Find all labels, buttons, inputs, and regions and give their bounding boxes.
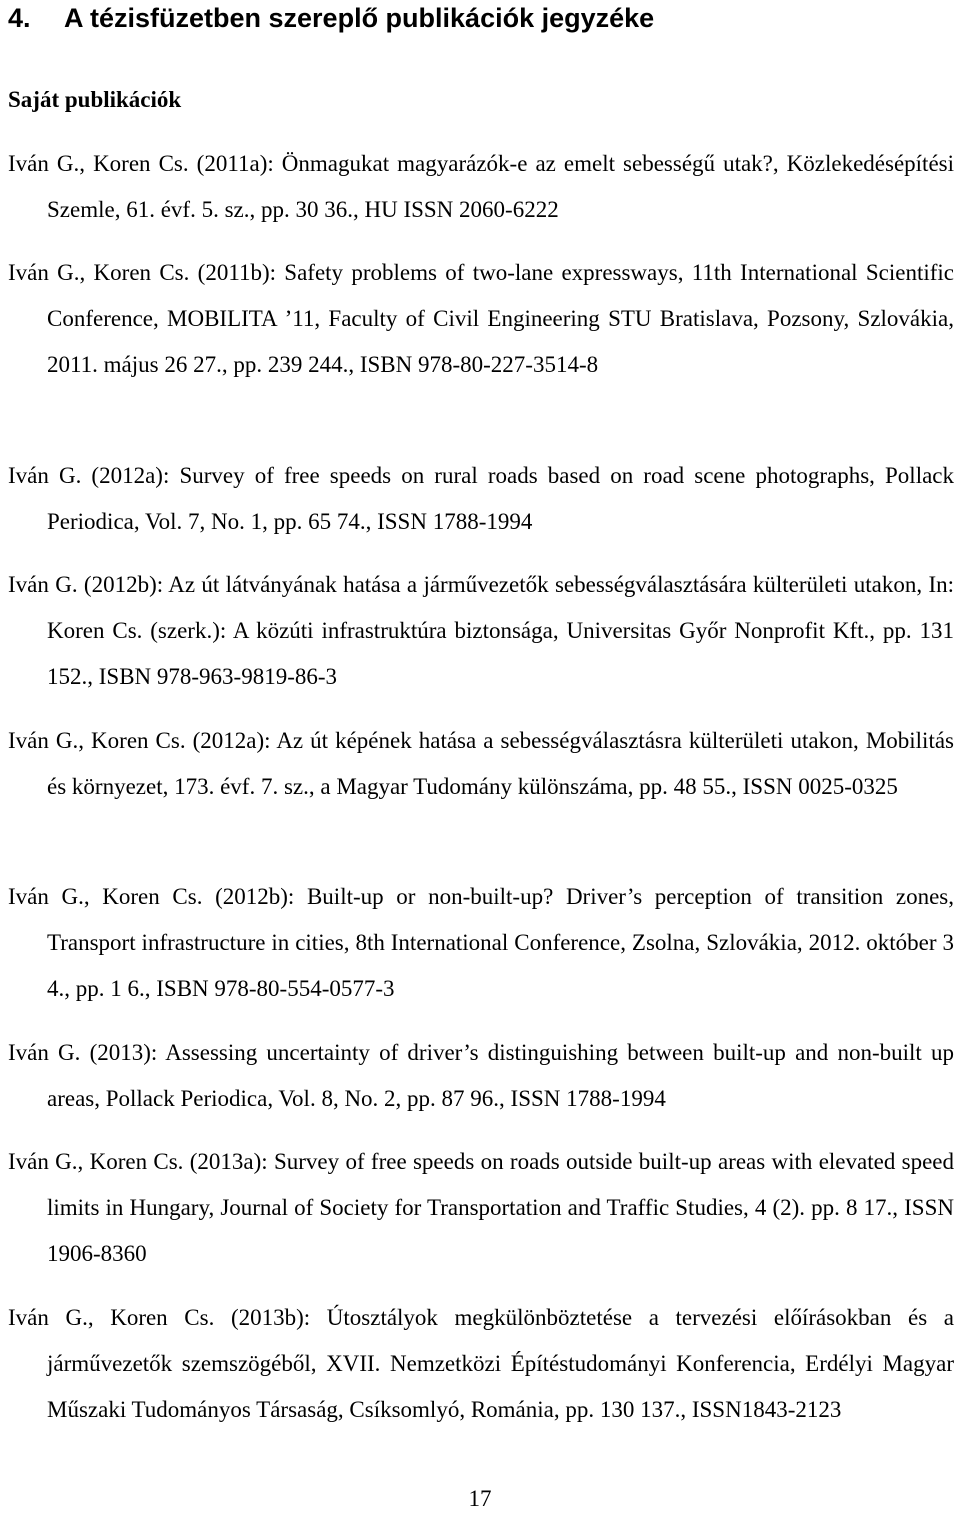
reference-item: Iván G., Koren Cs. (2011b): Safety problems of two-lane expressways, 11th International Scientific Conference, MOBILITA ’11, Faculty of Civil Engineering STU Bratislava, Pozsony, Szlovákia, 2011. május 26 27., pp. 239 244., ISBN 978-80-227-3514-8 — [8, 260, 954, 377]
reference-item: Iván G., Koren Cs. (2013b): Útosztályok megkülönböztetése a tervezési előírásokban és a járművezetők szemszögéből, XVII. Nemzetközi Építéstudományi Konferencia, Erdélyi Magyar Műszaki Tudományos Társaság, Csíksomlyó, Románia, pp. 130 137., ISSN1843-2123 — [8, 1305, 954, 1422]
reference-item: Iván G. (2012a): Survey of free speeds on rural roads based on road scene photographs, Pollack Periodica, Vol. 7, No. 1, pp. 65 74., ISSN 1788-1994 — [8, 463, 954, 534]
reference-item: Iván G., Koren Cs. (2011a): Önmagukat magyarázók-e az emelt sebességű utak?, Közlekedésépítési Szemle, 61. évf. 5. sz., pp. 30 36., HU ISSN 2060-6222 — [8, 151, 954, 222]
section-title: A tézisfüzetben szereplő publikációk jegyzéke — [64, 3, 655, 33]
reference-item: Iván G., Koren Cs. (2012b): Built-up or non-built-up? Driver’s perception of transition zones, Transport infrastructure in cities, 8th International Conference, Zsolna, Szlovákia, 2012. október 3 4., pp. 1 6., ISBN 978-80-554-0577-3 — [8, 884, 954, 1001]
section-heading — [8, 0, 654, 36]
reference-item: Iván G., Koren Cs. (2013a): Survey of free speeds on roads outside built-up areas with elevated speed limits in Hungary, Journal of Society for Transportation and Traffic Studies, 4 (2). pp. 8 17., ISSN 1906-8360 — [8, 1149, 954, 1266]
subsection-title: Saját publikációk — [8, 87, 182, 112]
reference-item: Iván G., Koren Cs. (2012a): Az út képének hatása a sebességválasztásra külterületi utakon, Mobilitás és környezet, 173. évf. 7. sz., a Magyar Tudomány különszáma, pp. 48 55., ISSN 0025-0325 — [8, 728, 954, 799]
reference-item: Iván G. (2013): Assessing uncertainty of driver’s distinguishing between built-up and non-built up areas, Pollack Periodica, Vol. 8, No. 2, pp. 87 96., ISSN 1788-1994 — [8, 1040, 954, 1111]
page-number: 17 — [468, 1486, 492, 1511]
reference-item: Iván G. (2012b): Az út látványának hatása a járművezetők sebességválasztására külterületi utakon, In: Koren Cs. (szerk.): A közúti infrastruktúra biztonsága, Universitas Győr Nonprofit Kft., pp. 131 152., ISBN 978-963-9819-86-3 — [8, 572, 954, 689]
section-number: 4. — [8, 3, 31, 33]
